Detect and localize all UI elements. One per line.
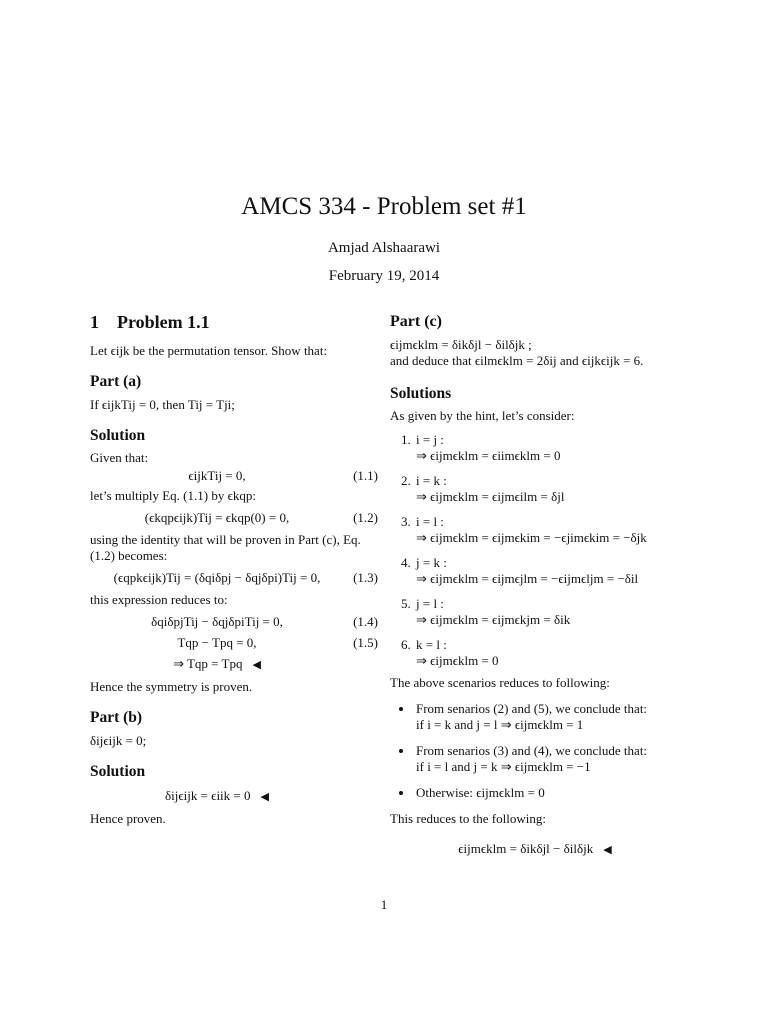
section-title: Problem 1.1 — [117, 312, 210, 332]
case-list — [390, 432, 680, 669]
solutions-heading: Solutions — [390, 385, 452, 402]
intro-text: Let ϵijk be the permutation tensor. Show that: — [90, 343, 328, 358]
paper-date: February 19, 2014 — [328, 268, 440, 284]
equation-body: δqiδpjTij − δqjδpiTij = 0, — [151, 614, 283, 629]
case-item: 1. i = j : ⇒ ϵijmϵklm = ϵiimϵklm = 0 — [414, 432, 680, 464]
equation-number: (1.3) — [353, 570, 378, 585]
part-b-equation — [90, 788, 378, 805]
equation-body: (ϵqpkϵijk)Tij = (δqiδpj − δqjδpi)Tij = 0, — [113, 570, 321, 585]
equation-number: (1.4) — [353, 614, 378, 629]
equation-1-3 — [90, 570, 378, 586]
right-column — [390, 314, 680, 858]
scenarios-intro: The above scenarios reduces to following: — [390, 675, 610, 690]
given-text: Given that: — [90, 450, 149, 465]
qed-icon: ◀ — [252, 659, 261, 671]
symmetry-conclusion: Hence the symmetry is proven. — [90, 679, 253, 694]
final-equation — [390, 841, 680, 858]
multiply-text: let’s multiply Eq. (1.1) by ϵkqp: — [90, 488, 256, 503]
equation-conclusion — [90, 656, 378, 673]
part-a-heading: Part (a) — [90, 373, 142, 390]
section-heading — [90, 314, 378, 330]
part-c-identity: ϵijmϵklm = δikδjl − δilδjk ; — [390, 337, 532, 352]
qed-icon: ◀ — [260, 791, 269, 803]
equation-body: ϵijmϵklm = δikδjl − δilδjk — [458, 841, 594, 856]
part-c-heading: Part (c) — [390, 313, 442, 330]
conclusion-bullets — [390, 701, 680, 801]
equation-body: Tqp − Tpq = 0, — [177, 635, 257, 650]
equation-body: δijϵijk = ϵiik = 0 — [165, 788, 251, 803]
part-b-solution-heading: Solution — [90, 763, 146, 780]
part-b-heading: Part (b) — [90, 709, 143, 726]
case-item: 3. i = l : ⇒ ϵijmϵklm = ϵijmϵkim = −ϵjimϵkim = −δjk — [414, 514, 680, 546]
equation-body: ϵijkTij = 0, — [188, 468, 246, 483]
bullet-item: • Otherwise: ϵijmϵklm = 0 — [414, 785, 680, 801]
part-a-solution-heading: Solution — [90, 427, 146, 444]
equation-1-1 — [90, 468, 378, 484]
qed-icon: ◀ — [603, 844, 612, 856]
equation-body: ⇒ Tqp = Tpq — [173, 656, 243, 671]
part-b-conclusion: Hence proven. — [90, 811, 166, 826]
reduces-text: this expression reduces to: — [90, 592, 228, 607]
equation-1-2 — [90, 510, 378, 526]
page-number: 1 — [380, 897, 388, 912]
equation-1-4 — [90, 614, 378, 630]
left-column — [90, 314, 378, 827]
using-text: using the identity that will be proven in Part (c), Eq. (1.2) becomes: — [90, 532, 361, 563]
bullet-item: • From senarios (2) and (5), we conclude that: if i = k and j = l ⇒ ϵijmϵklm = 1 — [414, 701, 680, 733]
section-number: 1 — [90, 312, 99, 332]
equation-1-5 — [90, 635, 378, 651]
equation-number: (1.5) — [353, 635, 378, 650]
part-a-statement: If ϵijkTij = 0, then Tij = Tji; — [90, 397, 235, 412]
part-c-deduce: and deduce that ϵilmϵklm = 2δij and ϵijkϵijk = 6. — [390, 353, 644, 368]
case-item: 2. i = k : ⇒ ϵijmϵklm = ϵijmϵilm = δjl — [414, 473, 680, 505]
solutions-intro: As given by the hint, let’s consider: — [390, 408, 575, 423]
bullet-item: • From senarios (3) and (4), we conclude that: if i = l and j = k ⇒ ϵijmϵklm = −1 — [414, 743, 680, 775]
case-item: 4. j = k : ⇒ ϵijmϵklm = ϵijmϵjlm = −ϵijmϵljm = −δil — [414, 555, 680, 587]
author-name: Amjad Alshaarawi — [327, 240, 441, 256]
equation-number: (1.1) — [353, 468, 378, 483]
case-item: 6. k = l : ⇒ ϵijmϵklm = 0 — [414, 637, 680, 669]
final-reduces-text: This reduces to the following: — [390, 811, 546, 826]
equation-body: (ϵkqpϵijk)Tij = ϵkqp(0) = 0, — [144, 510, 290, 525]
equation-number: (1.2) — [353, 510, 378, 525]
paper-title: AMCS 334 - Problem set #1 — [241, 193, 527, 220]
case-item: 5. j = l : ⇒ ϵijmϵklm = ϵijmϵkjm = δik — [414, 596, 680, 628]
part-b-statement: δijϵijk = 0; — [90, 733, 147, 748]
